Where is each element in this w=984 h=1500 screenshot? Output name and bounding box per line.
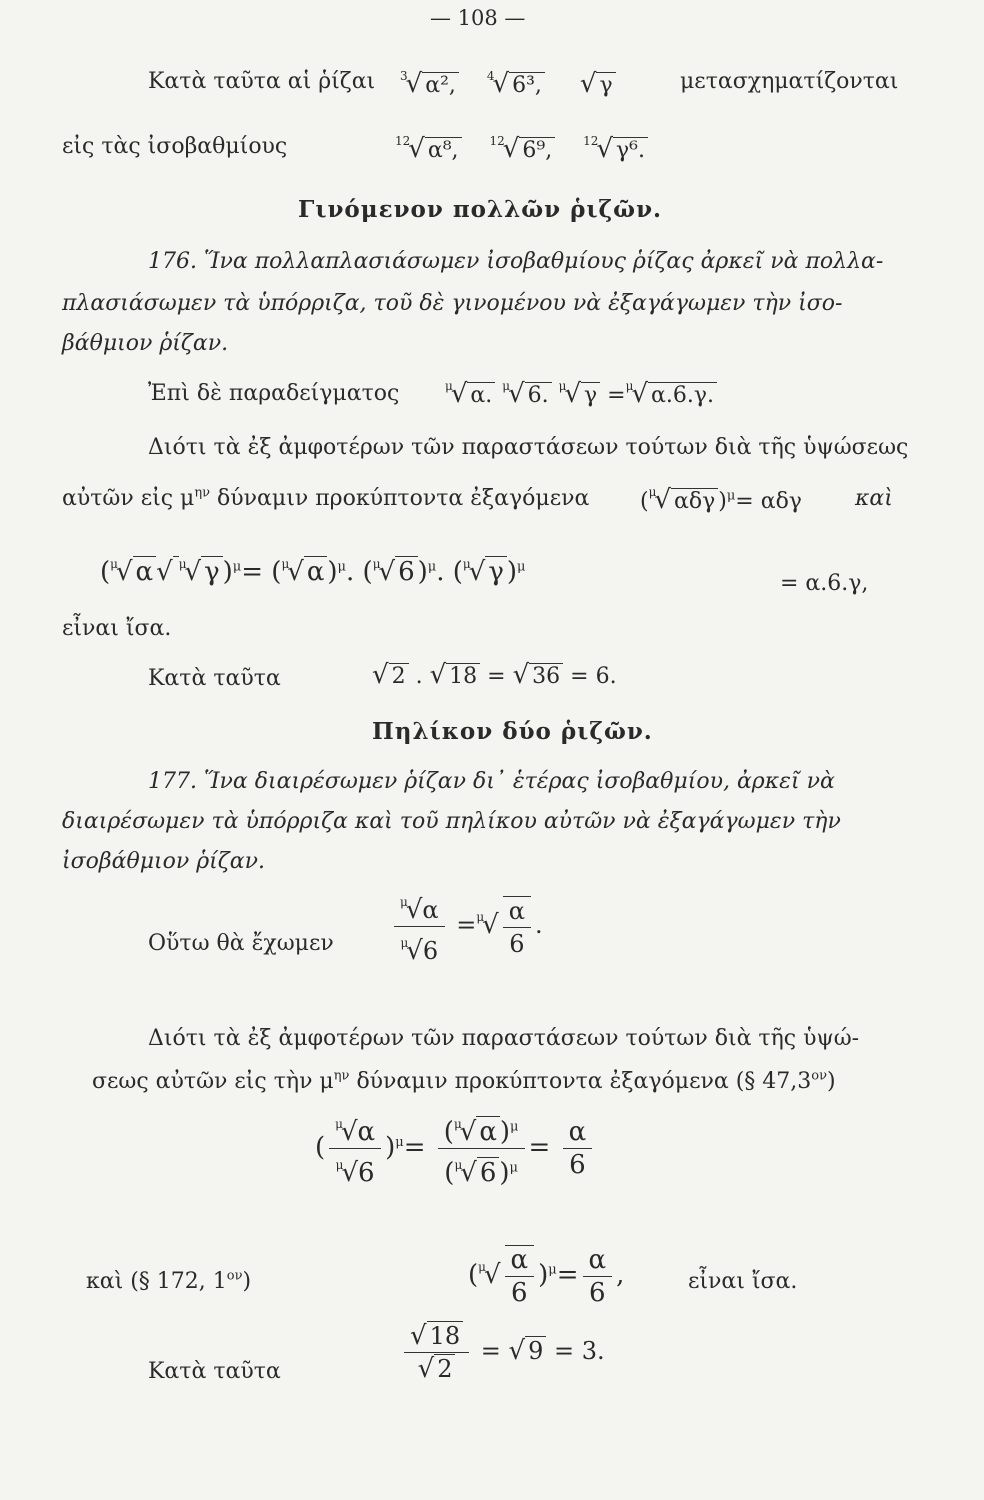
text-line: Κατὰ ταῦτα: [148, 666, 281, 691]
text-line: διαιρέσωμεν τὰ ὑπόρριζα καὶ τοῦ πηλίκου αὐτῶν νὰ ἐξαγάγωμεν τὴν: [62, 809, 841, 834]
equation: √ 2 . √ 18 = √ 36 = 6.: [372, 660, 617, 690]
text-line: Κατὰ ταῦτα αἱ ῥίζαι: [148, 69, 376, 94]
text-line: 176. Ἵνα πολλαπλασιάσωμεν ἰσοβαθμίους ῥίζας ἀρκεῖ νὰ πολλα-: [148, 249, 884, 274]
root: $^{12}$√ α⁸,: [395, 138, 462, 163]
text-line: μετασχηματίζονται: [680, 69, 899, 94]
root: $^3$√ α²,: [400, 73, 459, 98]
root: $^{12}$√ 6⁹,: [490, 138, 556, 163]
root: $^{12}$√ γ⁶.: [583, 138, 648, 163]
text-line: εἶναι ἴσα.: [688, 1269, 798, 1294]
section-heading: Γινόμενον πολλῶν ῥιζῶν.: [298, 196, 663, 223]
equation: ($^\mu$√ αδγ )$^\mu$= αδγ: [640, 485, 802, 515]
text-line: Ἐπὶ δὲ παραδείγματος: [148, 381, 400, 406]
root: √ γ: [580, 73, 616, 98]
page-number: — 108 —: [430, 6, 526, 30]
text-line: καὶ (§ 172, $1^{o\nu}$): [86, 1268, 252, 1294]
section-heading: Πηλίκον δύο ῥιζῶν.: [372, 718, 653, 745]
equation: ($^\mu$√ $\frac{\alpha}{6}$ )$^\mu$= $\frac{\alpha}{6}$ ,: [468, 1244, 625, 1308]
equation: ( $\frac{^\mu√\alpha}{^\mu√6}$ )$^\mu$= $\frac{(^\mu√ \alpha )^\mu}{(^\mu√ 6 )^\mu}$ = $\frac{\alpha}{6}$: [315, 1110, 596, 1187]
text-line: πλασιάσωμεν τὰ ὑπόρριζα, τοῦ δὲ γινομένου νὰ ἐξαγάγωμεν τὴν ἰσο-: [62, 291, 843, 316]
equation: $\frac{^\mu√\alpha}{^\mu√6}$ =$^\mu$√ $\frac{\alpha}{6}$ .: [390, 888, 543, 965]
text-line: εἶναι ἴσα.: [62, 616, 172, 641]
text-line: Κατὰ ταῦτα: [148, 1359, 281, 1384]
equation: ($^\mu$√ α √ $^\mu$√ γ )$^\mu$= ($^\mu$√ α )$^\mu$. ($^\mu$√ 6 )$^\mu$. ($^\mu$√ γ )$^\mu$: [100, 557, 526, 587]
text-line: ἰσοβάθμιον ῥίζαν.: [62, 849, 265, 874]
text-line: Διότι τὰ ἐξ ἀμφοτέρων τῶν παραστάσεων τούτων διὰ τῆς ὑψώσεως: [148, 435, 909, 460]
roots-row-1: [400, 62, 616, 100]
text-line: 177. Ἵνα διαιρέσωμεν ῥίζαν δι᾽ ἑτέρας ἰσοβαθμίου, ἀρκεῖ νὰ: [148, 769, 835, 794]
text-line: βάθμιον ῥίζαν.: [62, 331, 229, 356]
text-line: σεως αὐτῶν εἰς τὴν $\mu^{\eta\nu}$ δύναμιν προκύπτοντα ἐξαγόμενα (§ $47,3^{o\nu}$): [92, 1068, 836, 1094]
root: $^4$√ 6³,: [487, 73, 545, 98]
text-line: αὐτῶν εἰς $\mu^{\eta\nu}$ δύναμιν προκύπτοντα ἐξαγόμενα: [62, 485, 590, 511]
text-line: εἰς τὰς ἰσοβαθμίους: [62, 134, 288, 159]
text-line: Διότι τὰ ἐξ ἀμφοτέρων τῶν παραστάσεων τούτων διὰ τῆς ὑψώ-: [148, 1026, 860, 1051]
text-line: καὶ: [855, 486, 893, 511]
text-line: Οὕτω θὰ ἔχωμεν: [148, 931, 334, 956]
text-line: = α.6.γ,: [780, 571, 869, 596]
equation: $\frac{√ 18}{√ 2}$ = √ 9 = 3.: [400, 1322, 605, 1383]
roots-row-2: [395, 127, 648, 165]
equation: $^\mu$√ α. $^\mu$√ 6. $^\mu$√ γ =$^\mu$√ α.6.γ.: [445, 372, 717, 410]
